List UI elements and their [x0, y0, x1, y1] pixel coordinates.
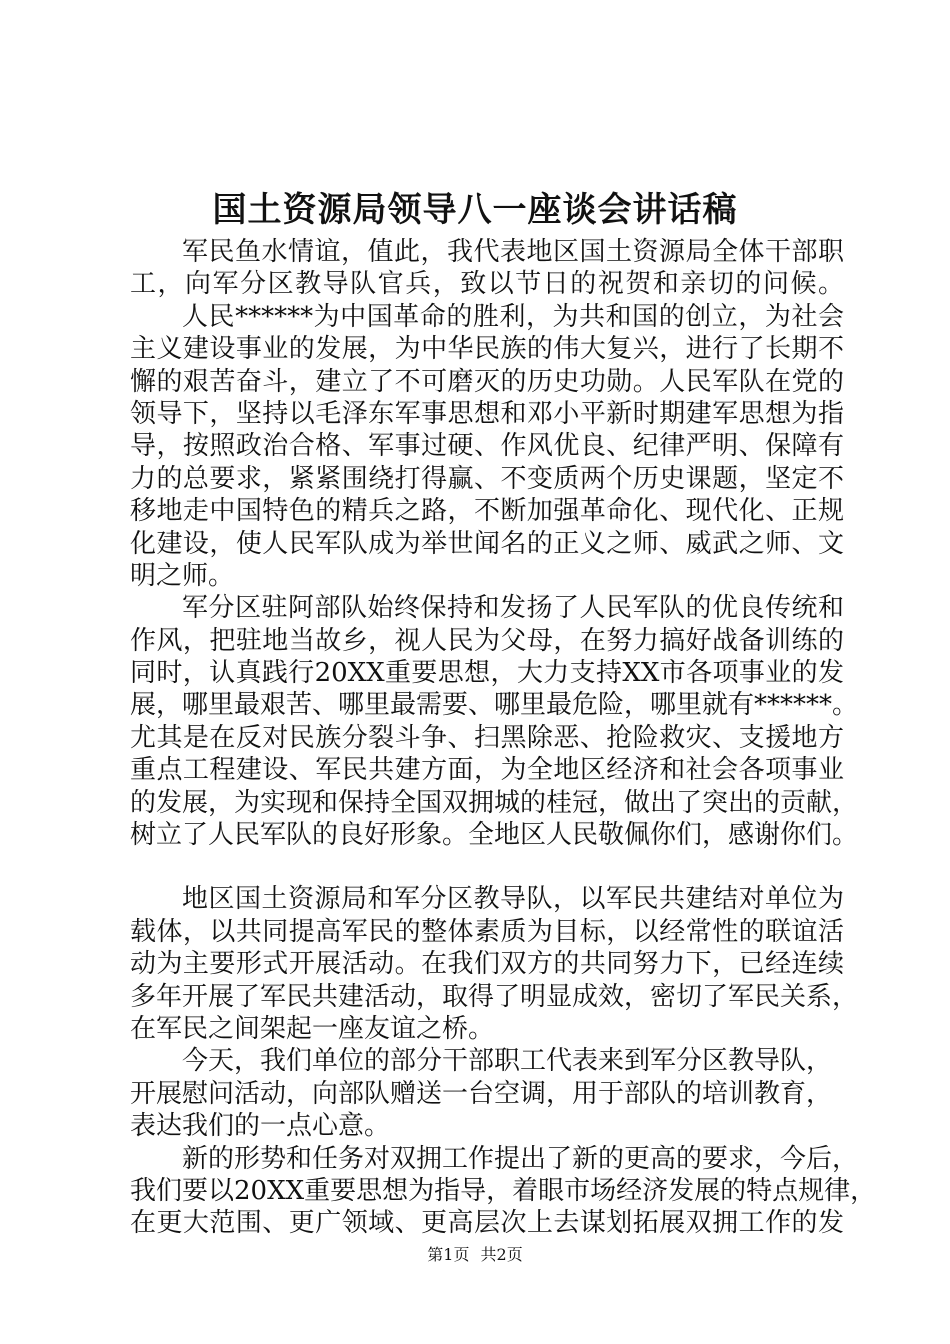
text-line: 明之师。 [130, 560, 235, 591]
paragraph-5 [130, 1045, 844, 1142]
text-line: 的发展，为实现和保持全国双拥城的桂冠，做出了突出的贡献， [130, 787, 859, 818]
document-body [130, 236, 877, 1240]
text-line: 表达我们的一点心意。 [130, 1111, 391, 1142]
paragraph-4 [130, 883, 859, 1045]
text-line: 开展慰问活动，向部队赠送一台空调，用于部队的培训教育， [130, 1078, 833, 1109]
text-line: 懈的艰苦奋斗，建立了不可磨灭的历史功勋。人民军队在党的 [130, 366, 844, 397]
text-line: 作风，把驻地当故乡，视人民为父母，在努力搞好战备训练的 [130, 625, 844, 656]
page-number: 第1页 [427, 1245, 470, 1264]
text-line: 主义建设事业的发展，为中华民族的伟大复兴，进行了长期不 [130, 334, 844, 365]
text-line: 化建设，使人民军队成为举世闻名的正义之师、威武之师、文 [130, 528, 844, 559]
text-line: 载体，以共同提高军民的整体素质为目标，以经常性的联谊活 [130, 916, 844, 947]
paragraph-3 [130, 592, 859, 851]
text-line: 在更大范围、更广领域、更高层次上去谋划拓展双拥工作的发 [130, 1208, 844, 1239]
paragraph-6 [130, 1143, 877, 1240]
page-footer [0, 1244, 950, 1266]
text-line: 地区国土资源局和军分区教导队，以军民共建结对单位为 [182, 884, 844, 915]
text-line: 军分区驻阿部队始终保持和发扬了人民军队的优良传统和 [182, 593, 844, 624]
text-line: 力的总要求，紧紧围绕打得赢、不变质两个历史课题，坚定不 [130, 463, 844, 494]
text-line: 领导下，坚持以毛泽东军事思想和邓小平新时期建军思想为指 [130, 398, 844, 429]
text-line: 移地走中国特色的精兵之路，不断加强革命化、现代化、正规 [130, 496, 844, 527]
text-line: 尤其是在反对民族分裂斗争、扫黑除恶、抢险救灾、支援地方 [130, 722, 844, 753]
paragraph-1 [130, 236, 844, 301]
text-line: 重点工程建设、军民共建方面，为全地区经济和社会各项事业 [130, 755, 844, 786]
paragraph-gap [130, 851, 844, 883]
text-line: 军民鱼水情谊，值此，我代表地区国土资源局全体干部职 [182, 237, 844, 267]
document-title: 国土资源局领导八一座谈会讲话稿 [212, 190, 738, 230]
text-line: 工，向军分区教导队官兵，致以节日的祝贺和亲切的问候。 [130, 269, 844, 300]
text-line: 树立了人民军队的良好形象。全地区人民敬佩你们，感谢你们。 [130, 820, 859, 851]
paragraph-2 [130, 301, 844, 593]
text-line: 在军民之间架起一座友谊之桥。 [130, 1013, 495, 1044]
text-line: 新的形势和任务对双拥工作提出了新的更高的要求，今后， [182, 1143, 859, 1174]
text-line: 展，哪里最艰苦、哪里最需要、哪里最危险，哪里就有******。 [130, 690, 859, 721]
text-line: 今天，我们单位的部分干部职工代表来到军分区教导队， [182, 1046, 833, 1077]
text-line: 导，按照政治合格、军事过硬、作风优良、纪律严明、保障有 [130, 431, 844, 462]
text-line: 人民******为中国革命的胜利，为共和国的创立，为社会 [182, 301, 844, 332]
page-total: 共2页 [480, 1245, 523, 1264]
text-line: 动为主要形式开展活动。在我们双方的共同努力下，已经连续 [130, 949, 844, 980]
text-line: 同时，认真践行20XX重要思想，大力支持XX市各项事业的发 [130, 658, 844, 689]
text-line: 多年开展了军民共建活动，取得了明显成效，密切了军民关系， [130, 981, 859, 1012]
text-line: 我们要以20XX重要思想为指导，着眼市场经济发展的特点规律， [130, 1175, 877, 1206]
